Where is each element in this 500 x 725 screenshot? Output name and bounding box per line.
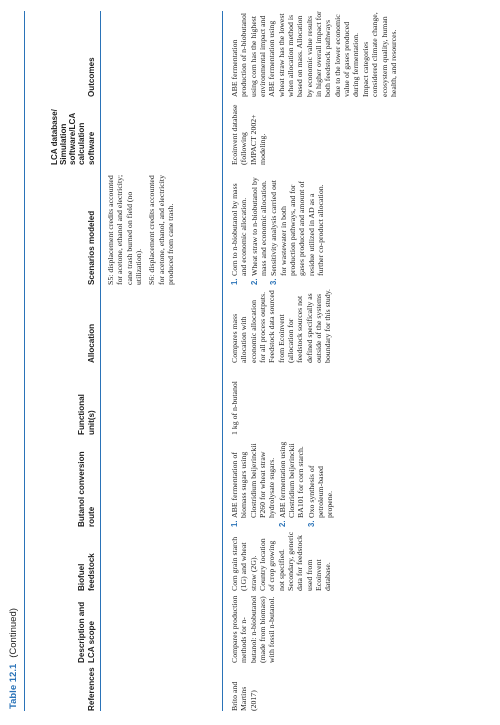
scenario-item xyxy=(230,171,249,285)
scenario-item-number: 3. xyxy=(269,278,279,285)
cell-functional-unit: 1 kg of n-butanol xyxy=(230,381,239,435)
cell-database: Ecoinvent database (following IMPACT 2002+ modeling. xyxy=(230,104,268,165)
header-rule xyxy=(100,11,101,711)
table-caption-text: (Continued) xyxy=(8,608,19,658)
header-functional-unit: Functional unit(s) xyxy=(77,394,96,435)
table-top-rule xyxy=(24,11,25,711)
header-feedstock: Biofuel feedstock xyxy=(77,553,96,591)
scenario-item-text: Wheat straw to n-biobutanol by mass and economic allocation. xyxy=(249,177,269,276)
route-item-number: 3. xyxy=(306,520,316,527)
cell-references: Brito and Martins (2017) xyxy=(230,681,258,711)
cell-allocation: Compares mass allocation with economic allocation for all process outputs. Feedstock data sourced from Ecoinvent (allocation for feedstock sources not defined specifically as outside of the systems boundary for this study. xyxy=(230,289,333,363)
header-allocation: Allocation xyxy=(86,323,96,363)
route-item-number: 2. xyxy=(277,520,287,527)
cell-feedstock: Corn grain starch (1G) and wheat straw (2G). Country location of crop growing not specified. Secondary, generic data for feedstock used from Ecoinvent database. xyxy=(230,531,333,591)
carry-over-scenarios xyxy=(106,169,179,285)
route-item-text: Oxo synthesis of petroleum-based propene. xyxy=(306,465,335,518)
scenario-list xyxy=(230,171,325,285)
header-outcomes: Outcomes xyxy=(86,57,96,97)
cell-description: Compares production methods for n-butanol: n-biobutanol (made from biomass) with fossil n-butanol. xyxy=(230,595,277,663)
scenario-s6: S6: displacement credits accounted for acetone, ethanol, and electricity produced from cane trash. xyxy=(147,175,176,285)
header-route: Butanol conversion route xyxy=(77,451,96,527)
table-caption xyxy=(8,608,19,709)
scenario-item-number: 1. xyxy=(230,278,239,285)
route-list xyxy=(230,441,335,527)
scenario-item xyxy=(269,171,325,285)
table-label: Table 12.1 xyxy=(8,663,19,709)
header-description: Description and LCA scope xyxy=(77,601,96,663)
cell-route xyxy=(230,441,336,527)
cell-scenarios xyxy=(230,171,326,285)
header-references: References xyxy=(86,667,96,711)
header-database: LCA database/ Simulation software/LCA calculation software xyxy=(49,109,96,165)
row-separator-rule xyxy=(222,11,223,711)
scenario-item xyxy=(250,171,269,285)
route-item-number: 1. xyxy=(230,520,239,527)
route-item-text: ABE fermentation using Clostridium beijerinckii BA101 for corn starch. xyxy=(277,441,306,518)
header-scenarios: Scenarios modeled xyxy=(86,210,96,285)
scenario-item-number: 2. xyxy=(249,278,259,285)
route-item-text: ABE fermentation of biomass sugars using Clostridium beijerinckii P260 for wheat straw hydrolysate sugars. xyxy=(230,443,277,518)
route-item xyxy=(278,441,306,527)
cell-outcomes: ABE fermentation production of n-biobutanol using corn has the highest environmental impact and ABE fermentation using wheat straw has the lowest when allocation method is based on mass. Allocation by economic value results in higher overall impact for both feedstock pathways due to the lower economic value of gases produced during fermentation. Impact categories considered climate change, ecosystem quality, human health, and resources. xyxy=(230,11,398,97)
scenario-s5: S5: displacement credits accounted for acetone, ethanol and electricity; cane trash burned on field (no utilization). xyxy=(106,174,144,285)
route-item xyxy=(307,441,335,527)
scenario-item-text: Sensitivity analysis carried out for wastewater in both production pathways, and for gases produced and amount of residue utilized in AD as a further co-product allocation. xyxy=(269,180,326,276)
route-item xyxy=(230,441,277,527)
scenario-item-text: Corn to n-biobutanol by mass and economic allocation. xyxy=(230,183,249,276)
